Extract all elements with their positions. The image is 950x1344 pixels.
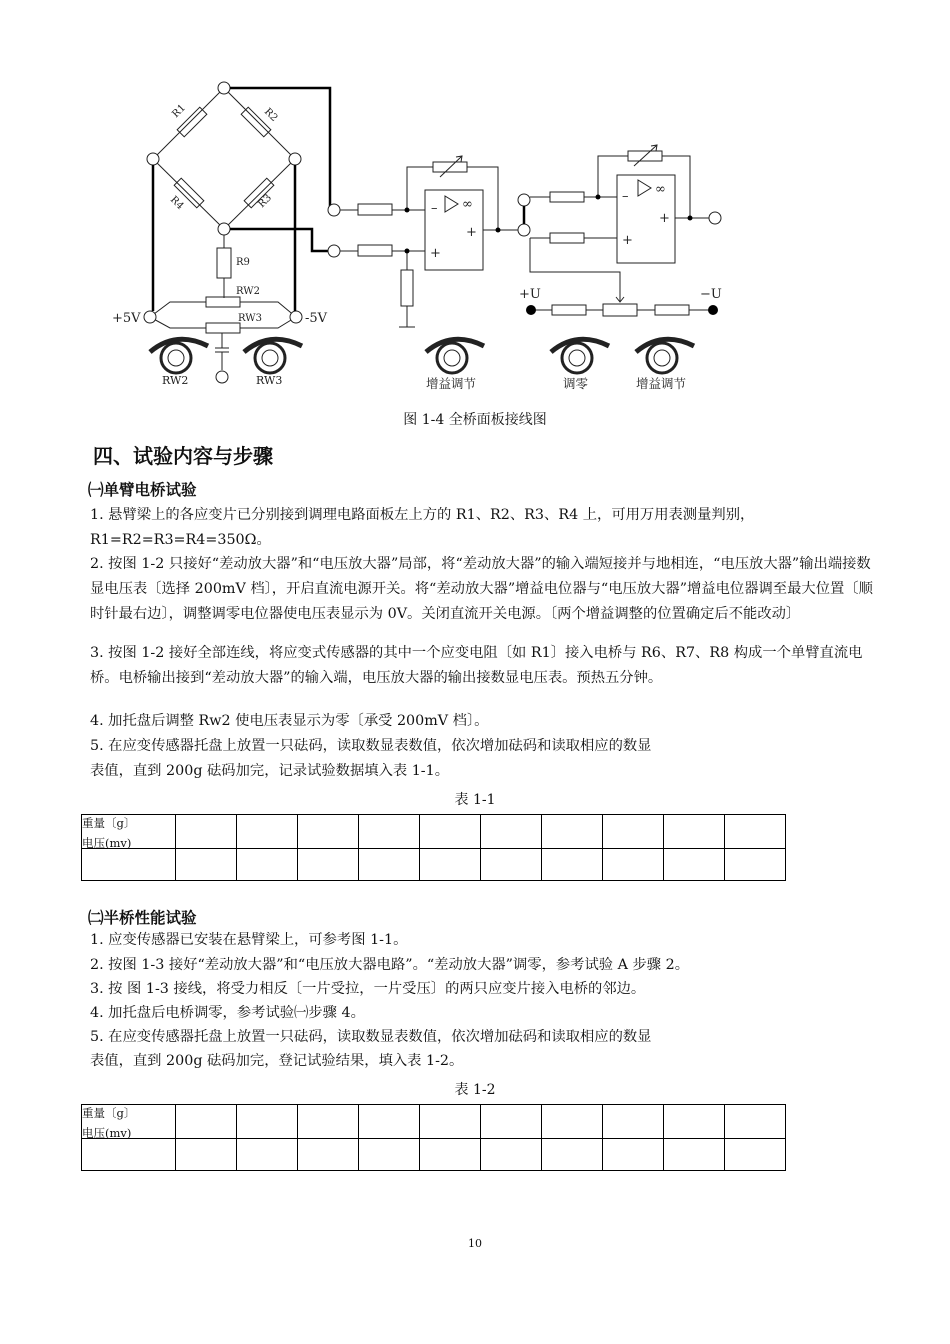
rw2-potentiometer xyxy=(206,297,240,307)
part2-step-4: 4. 加托盘后电桥调零，参考试验㈠步骤 4。 xyxy=(90,1005,365,1021)
part2-step-5-cont: 表值，直到 200g 砝码加完，登记试验结果，填入表 1-2。 xyxy=(90,1053,464,1069)
part1-step-2: 2. 按图 1-2 只接好“差动放大器”和“电压放大器”局部，将“差动放大器”的输入端短接并与地相连，“电压放大器”输出端接数显电压表〔选择 200mV 档〕，开启直流电源开关。将“差动放大器”增益电位器与“电压放大器”增益电位器调至最大位置〔顺时针最右边〕，调整调零电位器使电压表显示为 0V。关闭直流开关电源。〔两个增益调整的位置确定后不能改动〕 xyxy=(90,556,873,622)
part2-heading: ㈡半桥性能试验 xyxy=(88,909,197,927)
data-cell[interactable] xyxy=(481,849,542,881)
data-cell[interactable] xyxy=(237,1139,298,1171)
data-cell[interactable] xyxy=(359,849,420,881)
data-cell[interactable] xyxy=(725,815,786,849)
data-cell[interactable] xyxy=(176,815,237,849)
label-knob-gain1: 增益调节 xyxy=(426,376,477,391)
row-label-voltage xyxy=(82,1126,176,1171)
data-cell[interactable] xyxy=(542,1105,603,1139)
output-terminal xyxy=(709,212,721,224)
label-rw3: RW3 xyxy=(238,313,262,324)
page-number: 10 xyxy=(468,1237,482,1250)
part1-step-5-cont: 表值，直到 200g 砝码加完，记录试验数据填入表 1-1。 xyxy=(90,763,450,779)
part2-step-2: 2. 按图 1-3 接好“差动放大器”和“电压放大器电路”。“差动放大器”调零，参考试验 A 步骤 2。 xyxy=(90,957,689,973)
label-r3: R3 xyxy=(256,192,274,211)
data-cell[interactable] xyxy=(359,1139,420,1171)
bridge-top-node xyxy=(218,82,230,94)
data-cell[interactable] xyxy=(664,1105,725,1139)
part1-step-5: 5. 在应变传感器托盘上放置一只砝码，读取数显表数值，依次增加砝码和读取相应的数显 xyxy=(90,738,652,754)
svg-text:+: + xyxy=(659,211,670,226)
diff-amp-output xyxy=(518,224,530,236)
part2-step-1: 1. 应变传感器已安装在悬臂梁上，可参考图 1-1。 xyxy=(90,932,408,948)
data-cell[interactable] xyxy=(176,849,237,881)
knobs xyxy=(150,339,694,373)
minus5v-terminal xyxy=(290,311,302,323)
data-cell[interactable] xyxy=(725,849,786,881)
data-cell[interactable] xyxy=(420,849,481,881)
svg-text:–: – xyxy=(622,189,629,204)
table1-title: 表 1-1 xyxy=(454,792,496,808)
label-minusu: −U xyxy=(700,287,722,302)
label-r4: R4 xyxy=(167,194,186,212)
label-rw2: RW2 xyxy=(236,286,260,297)
data-cell[interactable] xyxy=(420,815,481,849)
row-label-weight: 重量〔g〕 xyxy=(82,815,176,849)
label-knob-rw2: RW2 xyxy=(162,374,189,387)
data-cell[interactable] xyxy=(176,1105,237,1139)
knob-gain2-icon xyxy=(636,339,694,373)
data-cell[interactable] xyxy=(176,1139,237,1171)
data-cell[interactable] xyxy=(298,1139,359,1171)
part1-heading: ㈠单臂电桥试验 xyxy=(88,481,197,499)
row-label-weight: 重量〔g〕 xyxy=(82,1105,176,1139)
part1-step-1: 1. 悬臂梁上的各应变片已分别接到调理电路面板左上方的 R1、R2、R3、R4 上，可用万用表测量判别，R1=R2=R3=R4=350Ω。 xyxy=(90,507,755,548)
data-cell[interactable] xyxy=(359,1105,420,1139)
zero-potentiometer xyxy=(603,304,637,316)
bridge-bottom-node xyxy=(218,223,230,235)
plus5v-terminal xyxy=(144,311,156,323)
data-cell[interactable] xyxy=(603,1105,664,1139)
label-knob-rw3: RW3 xyxy=(256,374,283,387)
rw3-tap-terminal xyxy=(216,371,228,383)
part2-step-3: 3. 按 图 1-3 接线，将受力相反〔一片受拉，一片受压〕的两只应变片接入电桥的邻边。 xyxy=(90,981,646,997)
label-minus5v: -5V xyxy=(305,311,328,326)
data-cell[interactable] xyxy=(237,1105,298,1139)
svg-text:∞: ∞ xyxy=(655,182,666,197)
data-cell[interactable] xyxy=(359,815,420,849)
data-cell[interactable] xyxy=(603,815,664,849)
svg-text:–: – xyxy=(431,201,438,216)
r9-resistor xyxy=(217,248,231,278)
row-label-voltage-text: 电压(mv) xyxy=(82,1126,132,1140)
label-r1: R1 xyxy=(170,102,188,121)
data-cell[interactable] xyxy=(298,1105,359,1139)
data-cell[interactable] xyxy=(542,815,603,849)
data-cell[interactable] xyxy=(603,1139,664,1171)
row-label-voltage xyxy=(82,836,176,881)
label-knob-zero: 调零 xyxy=(563,376,589,391)
full-bridge-wiring-diagram xyxy=(100,70,740,400)
data-cell[interactable] xyxy=(298,849,359,881)
data-cell[interactable] xyxy=(420,1139,481,1171)
table-row xyxy=(82,815,786,849)
data-cell[interactable] xyxy=(298,815,359,849)
part1-step-3: 3. 按图 1-2 接好全部连线，将应变式传感器的其中一个应变电阻〔如 R1〕接入电桥与 R6、R7、R8 构成一个单臂直流电桥。电桥输出接到“差动放大器”的输入端，电压放大器的输出接数显电压表。预热五分钟。 xyxy=(90,645,863,686)
svg-text:∞: ∞ xyxy=(462,197,473,212)
figure-caption: 图 1-4 全桥面板接线图 xyxy=(403,412,547,428)
knob-rw2-icon xyxy=(150,339,208,373)
minusu-terminal xyxy=(708,305,718,315)
diff-amp-input1 xyxy=(328,204,340,216)
part1-step-4: 4. 加托盘后调整 Rw2 使电压表显示为零〔承受 200mV 档〕。 xyxy=(90,713,489,729)
table-row xyxy=(82,849,786,881)
label-r9: R9 xyxy=(236,257,250,268)
table-row xyxy=(82,1139,786,1171)
data-cell[interactable] xyxy=(420,1105,481,1139)
data-cell[interactable] xyxy=(481,1139,542,1171)
rw3-potentiometer xyxy=(206,323,240,333)
data-cell[interactable] xyxy=(542,849,603,881)
part2-step-5: 5. 在应变传感器托盘上放置一只砝码，读取数显表数值，依次增加砝码和读取相应的数显 xyxy=(90,1029,652,1045)
svg-text:+: + xyxy=(466,225,477,240)
table-1-1 xyxy=(81,814,786,881)
knob-rw3-icon xyxy=(244,339,302,373)
section-title: 四、试验内容与步骤 xyxy=(93,444,273,468)
bridge-right-node xyxy=(289,153,301,165)
data-cell[interactable] xyxy=(542,1139,603,1171)
label-knob-gain2: 增益调节 xyxy=(636,376,687,391)
data-cell[interactable] xyxy=(725,1139,786,1171)
voltage-amp-input xyxy=(518,194,530,206)
plusu-terminal xyxy=(526,305,536,315)
knob-gain1-icon xyxy=(426,339,484,373)
data-cell[interactable] xyxy=(237,815,298,849)
data-cell[interactable] xyxy=(725,1105,786,1139)
svg-text:+: + xyxy=(622,233,633,248)
data-cell[interactable] xyxy=(664,849,725,881)
data-cell[interactable] xyxy=(237,849,298,881)
data-cell[interactable] xyxy=(481,815,542,849)
table-row xyxy=(82,1105,786,1139)
label-plusu: +U xyxy=(519,287,541,302)
label-plus5v: +5V xyxy=(112,311,141,326)
label-r2: R2 xyxy=(261,106,280,124)
table2-title: 表 1-2 xyxy=(454,1082,496,1098)
knob-zero-icon xyxy=(551,339,609,373)
diff-amp-input2 xyxy=(328,245,340,257)
data-cell[interactable] xyxy=(664,1139,725,1171)
table-1-2 xyxy=(81,1104,786,1171)
svg-text:+: + xyxy=(430,246,441,261)
bridge-left-node xyxy=(147,153,159,165)
row-label-voltage-text: 电压(mv) xyxy=(82,836,132,850)
data-cell[interactable] xyxy=(603,849,664,881)
data-cell[interactable] xyxy=(481,1105,542,1139)
data-cell[interactable] xyxy=(664,815,725,849)
